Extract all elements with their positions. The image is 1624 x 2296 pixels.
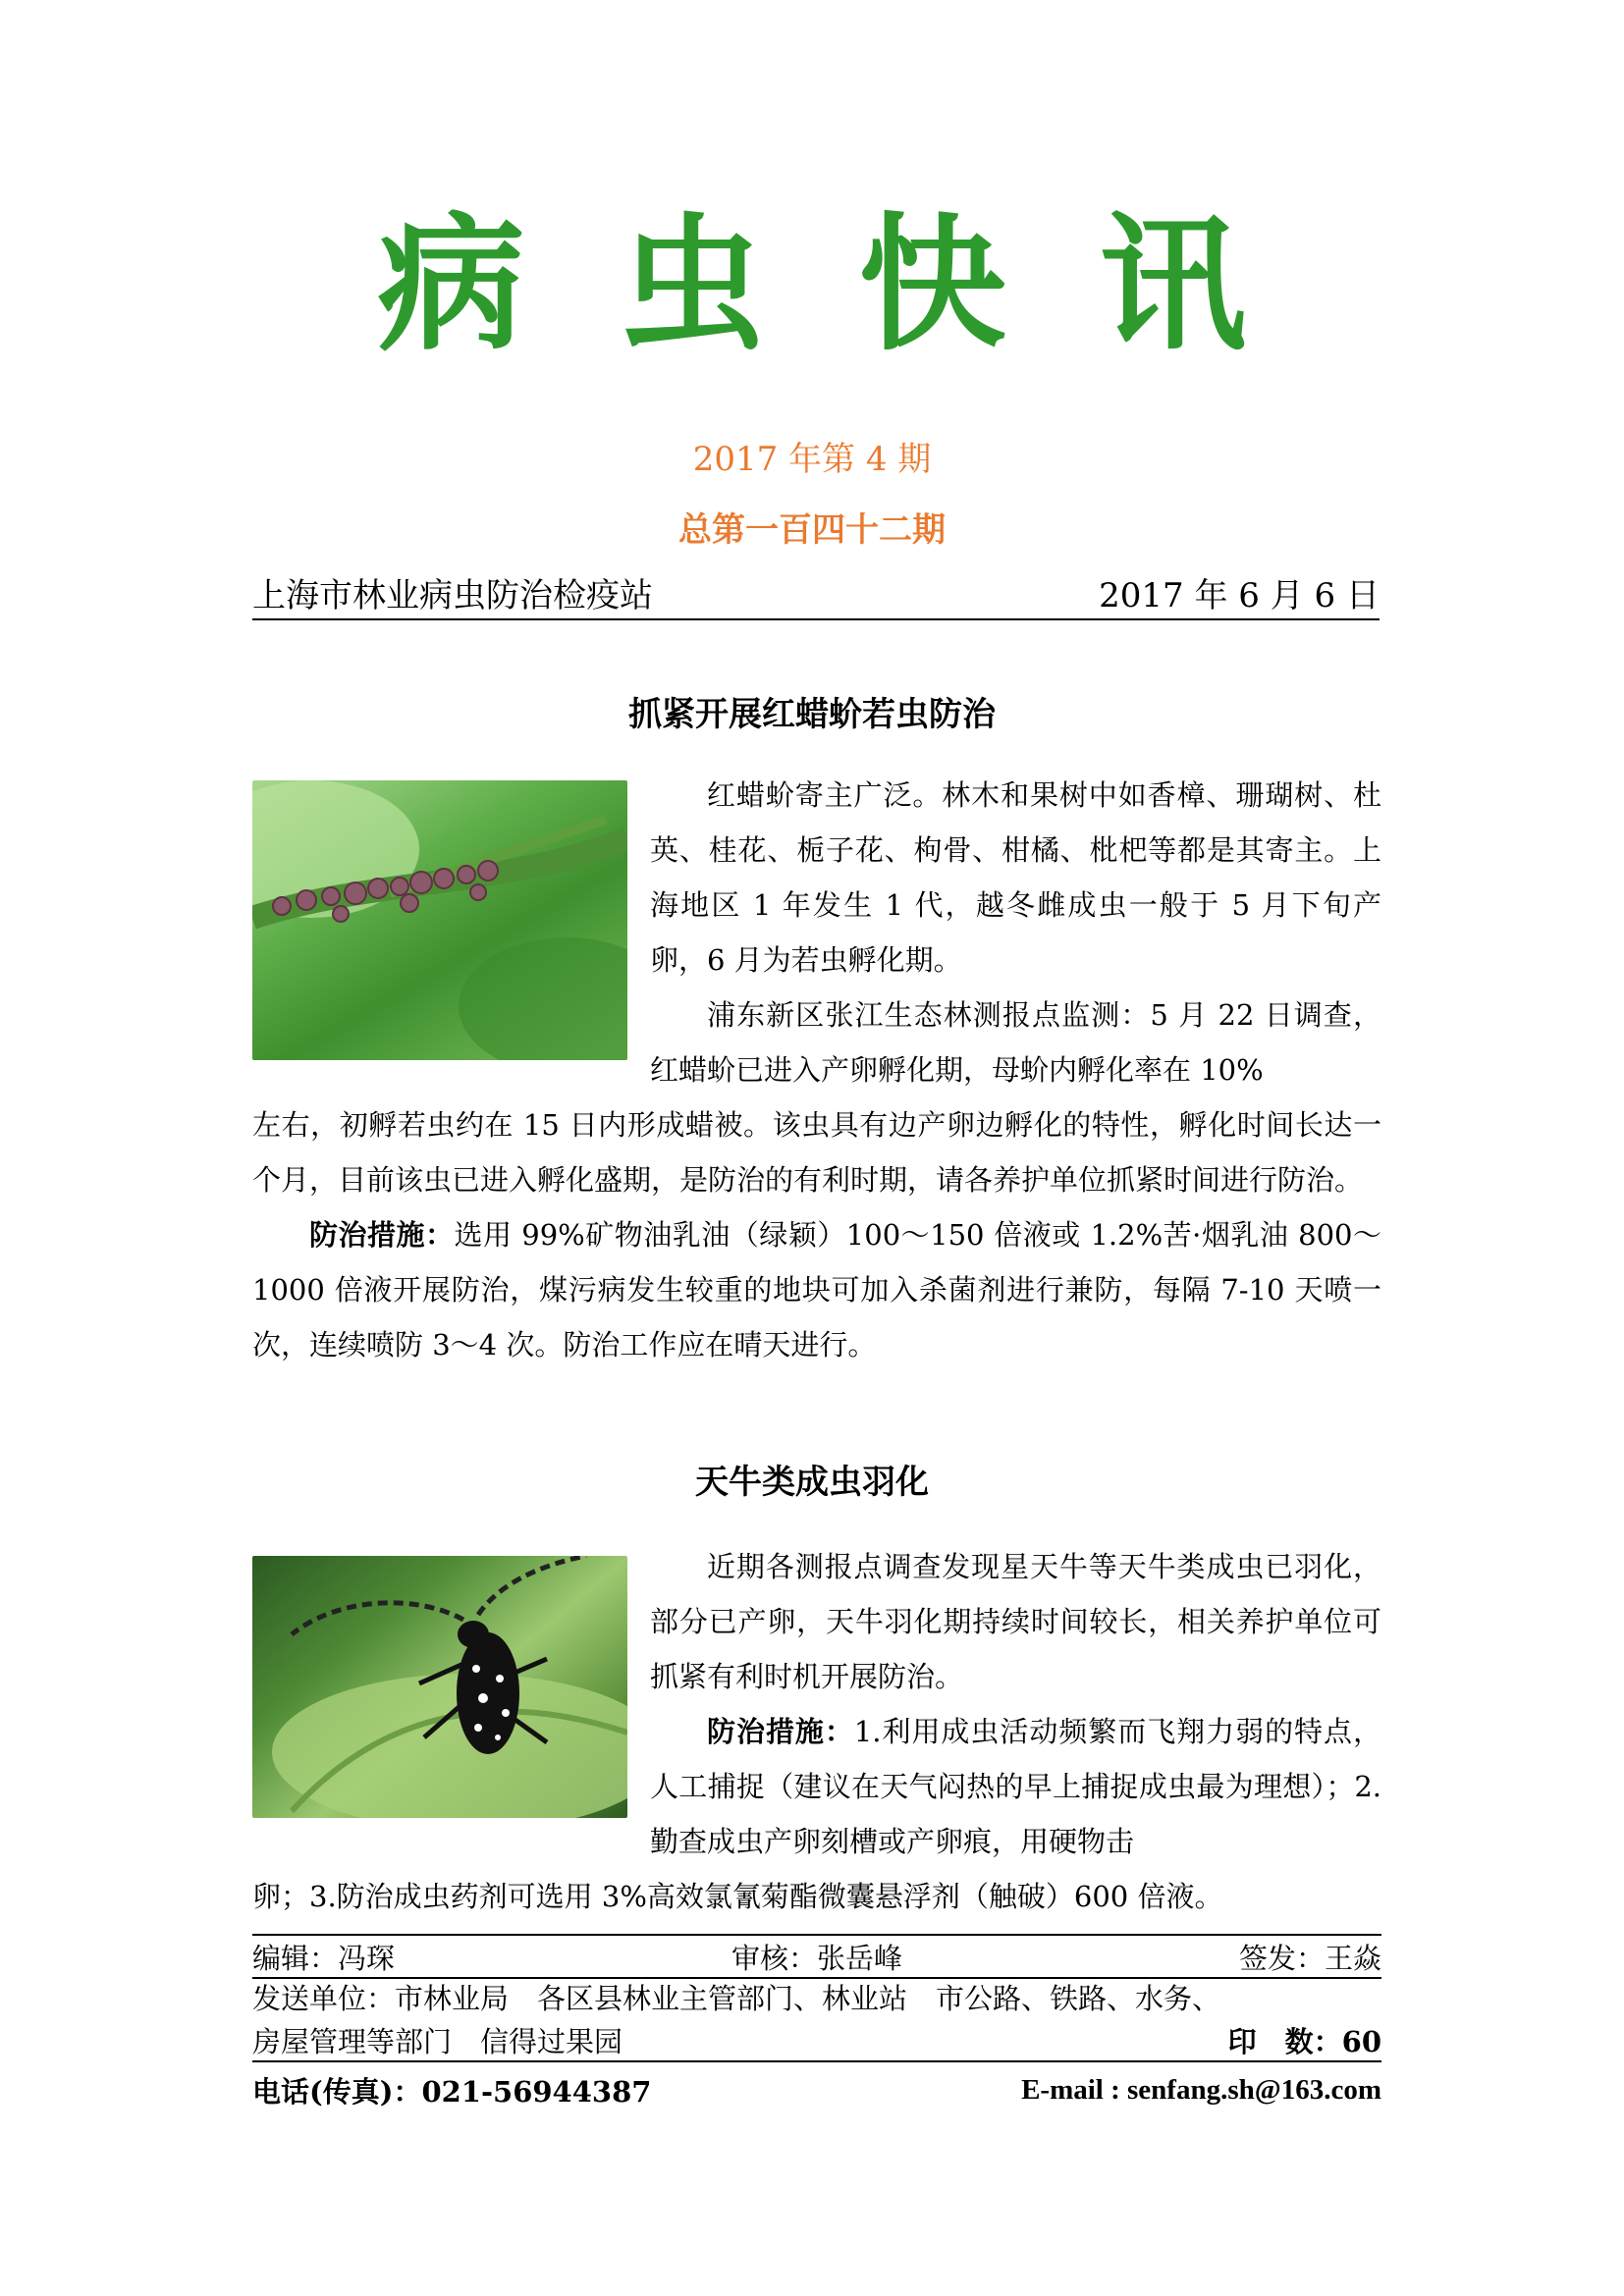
footer-editor: 编辑：冯琛 <box>252 1941 396 1975</box>
footer-recipients-rest: 房屋管理等部门 信得过果园 <box>252 2024 623 2058</box>
article1-title: 抓紧开展红蜡蚧若虫防治 <box>628 695 996 734</box>
article2-title: 天牛类成虫羽化 <box>695 1463 929 1502</box>
article1-measures <box>252 1207 1381 1372</box>
article1-paragraph-2b: 左右，初孵若虫约在 15 日内形成蜡被。该虫具有边产卵边孵化的特性，孵化时间长达一个月，目前该虫已进入孵化盛期，是防治的有利时期，请各养护单位抓紧时间进行防治。 <box>252 1108 1381 1197</box>
article2-continued-block <box>252 1869 1381 1924</box>
wax-scale-illustration <box>252 780 627 1060</box>
article2-measures <box>650 1704 1381 1869</box>
newsletter-masthead: 病虫快讯 <box>377 198 1340 371</box>
total-issue-number: 总第一百四十二期 <box>678 510 946 550</box>
issue-number: 2017 年第 4 期 <box>692 440 932 479</box>
publisher-name: 上海市林业病虫防治检疫站 <box>252 576 653 615</box>
article1-paragraph-2a: 浦东新区张江生态林测报点监测：5 月 22 日调查，红蜡蚧已进入产卵孵化期，母蚧内孵化率在 10% <box>650 998 1381 1087</box>
footer-email: E-mail : senfang.sh@163.com <box>1021 2073 1381 2106</box>
footer-reviewer: 审核：张岳峰 <box>731 1941 902 1975</box>
wax-scale-photo <box>252 780 627 1060</box>
footer-phone: 电话(传真)：021-56944387 <box>252 2074 652 2109</box>
footer-contact <box>252 2069 1381 2110</box>
article1-continued-block <box>252 1097 1381 1372</box>
longhorn-beetle-illustration <box>252 1556 627 1818</box>
article2-measures-text-a: 1.利用成虫活动频繁而飞翔力弱的特点，人工捕捉（建议在天气闷热的早上捕捉成虫最为理想）；2.勤查成虫产卵刻槽或产卵痕，用硬物击 <box>650 1715 1381 1858</box>
footer-issuer: 签发：王焱 <box>1238 1941 1381 1975</box>
article1-measures-label: 防治措施： <box>309 1218 455 1252</box>
article1-intro-block <box>650 768 1381 1097</box>
article2-paragraph-1: 近期各测报点调查发现星天牛等天牛类成虫已羽化，部分已产卵，天牛羽化期持续时间较长，相关养护单位可抓紧有利时机开展防治。 <box>650 1550 1381 1693</box>
article2-measures-label: 防治措施： <box>707 1715 854 1748</box>
publish-date: 2017 年 6 月 6 日 <box>1099 576 1380 615</box>
article1-paragraph-1: 红蜡蚧寄主广泛。林木和果树中如香樟、珊瑚树、杜英、桂花、栀子花、枸骨、柑橘、枇杷等都是其寄主。上海地区 1 年发生 1 代，越冬雌成虫一般于 5 月下旬产卵，6 月为若虫孵化期。 <box>650 778 1381 977</box>
article2-measures-text-b: 卵；3.防治成虫药剂可选用 3%高效氯氰菊酯微囊悬浮剂（触破）600 倍液。 <box>252 1880 1223 1913</box>
article1-measures-text: 选用 99%矿物油乳油（绿颖）100～150 倍液或 1.2%苦·烟乳油 800～1000 倍液开展防治，煤污病发生较重的地块可加入杀菌剂进行兼防，每隔 7-10 天喷一次，连续喷防 3～4 次。防治工作应在晴天进行。 <box>252 1218 1381 1362</box>
publisher-line <box>252 577 1380 620</box>
longhorn-beetle-photo <box>252 1556 627 1818</box>
footer-recipients-line1: 发送单位：市林业局 各区县林业主管部门、林业站 市公路、铁路、水务、 <box>252 1982 1221 2015</box>
article2-intro-block <box>650 1539 1381 1869</box>
footer-print-count: 印 数：60 <box>1227 2024 1381 2058</box>
footer-recipients-line2 <box>252 2019 1381 2062</box>
footer-credits <box>252 1934 1381 1979</box>
